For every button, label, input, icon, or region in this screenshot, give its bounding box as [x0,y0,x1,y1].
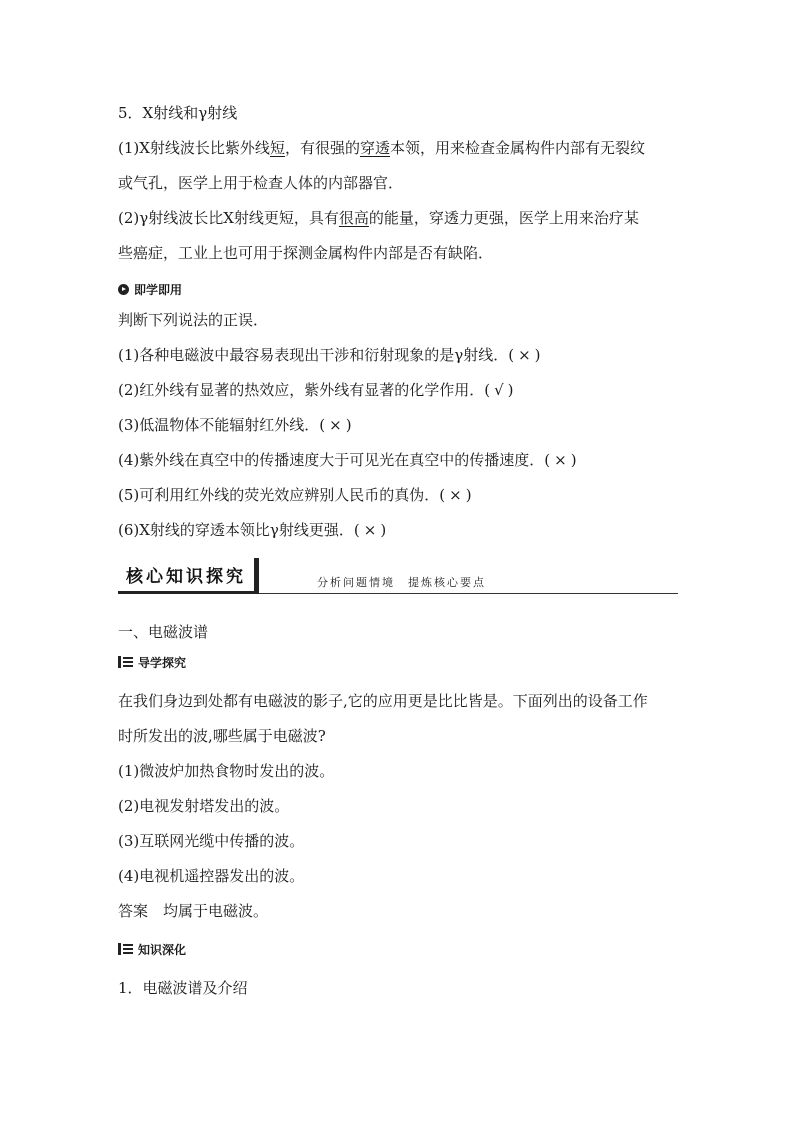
document-page [118,96,678,1006]
list-icon [118,656,133,668]
judgement-mark: × [554,451,567,469]
list-item: (4)电视机遥控器发出的波。 [118,867,305,885]
practice-item: (2)红外线有显著的热效应，紫外线有显著的化学作用．( √ ) [118,373,678,408]
question-line-2: 时所发出的波,哪些属于电磁波? [118,727,326,745]
list-item: (3)互联网光缆中传播的波。 [118,832,305,850]
practice-item: (3)低温物体不能辐射红外线．( × ) [118,408,678,443]
list-icon [118,943,133,955]
judgement-mark: × [329,416,342,434]
explore-tag: 导学探究 [118,648,678,676]
section-banner [118,562,678,594]
answer: 答案 均属于电磁波。 [118,902,269,920]
list-item: (2)电视发射塔发出的波。 [118,797,290,815]
section-heading: 一、电磁波谱 [118,623,209,641]
judgement-mark: × [518,346,531,364]
practice-item: (1)各种电磁波中最容易表现出干涉和衍射现象的是γ射线．( × ) [118,338,678,373]
practice-item: (6)X射线的穿透本领比γ射线更强．( × ) [118,513,678,548]
underlined-answer: 短 [269,139,285,157]
play-circle-icon [118,284,129,295]
practice-item: (4)紫外线在真空中的传播速度大于可见光在真空中的传播速度．( × ) [118,443,678,478]
banner-title: 核心知识探究 [118,558,259,594]
practice-tag: 即学即用 [118,275,678,303]
judgement-mark: √ [494,381,504,399]
list-item: (1)微波炉加热食物时发出的波。 [118,762,335,780]
judgement-mark: × [449,486,462,504]
underlined-answer: 穿透 [359,139,390,157]
paragraph-1-line-1: (1)X射线波长比紫外线短，有很强的穿透本领，用来检查金属构件内部有无裂纹 [118,139,645,157]
deepen-tag: 知识深化 [118,935,678,963]
practice-item: (5)可利用红外线的荧光效应辨别人民币的真伪．( × ) [118,478,678,513]
question-line-1: 在我们身边到处都有电磁波的影子,它的应用更是比比皆是。下面列出的设备工作 [118,692,648,710]
banner-rule [259,573,678,594]
subheading: 1．电磁波谱及介绍 [118,979,248,997]
section-5-title: 5．X射线和γ射线 [118,104,238,122]
banner-subtitle: 分析问题情境 提炼核心要点 [317,576,486,589]
paragraph-2-line-2: 些癌症，工业上也可用于探测金属构件内部是否有缺陷． [118,244,494,262]
practice-intro: 判断下列说法的正误． [118,311,269,329]
paragraph-2-line-1: (2)γ射线波长比X射线更短，具有很高的能量，穿透力更强，医学上用来治疗某 [118,209,639,227]
judgement-mark: × [363,521,377,539]
underlined-answer: 很高 [338,209,369,227]
paragraph-1-line-2: 或气孔，医学上用于检查人体的内部器官． [118,174,404,192]
